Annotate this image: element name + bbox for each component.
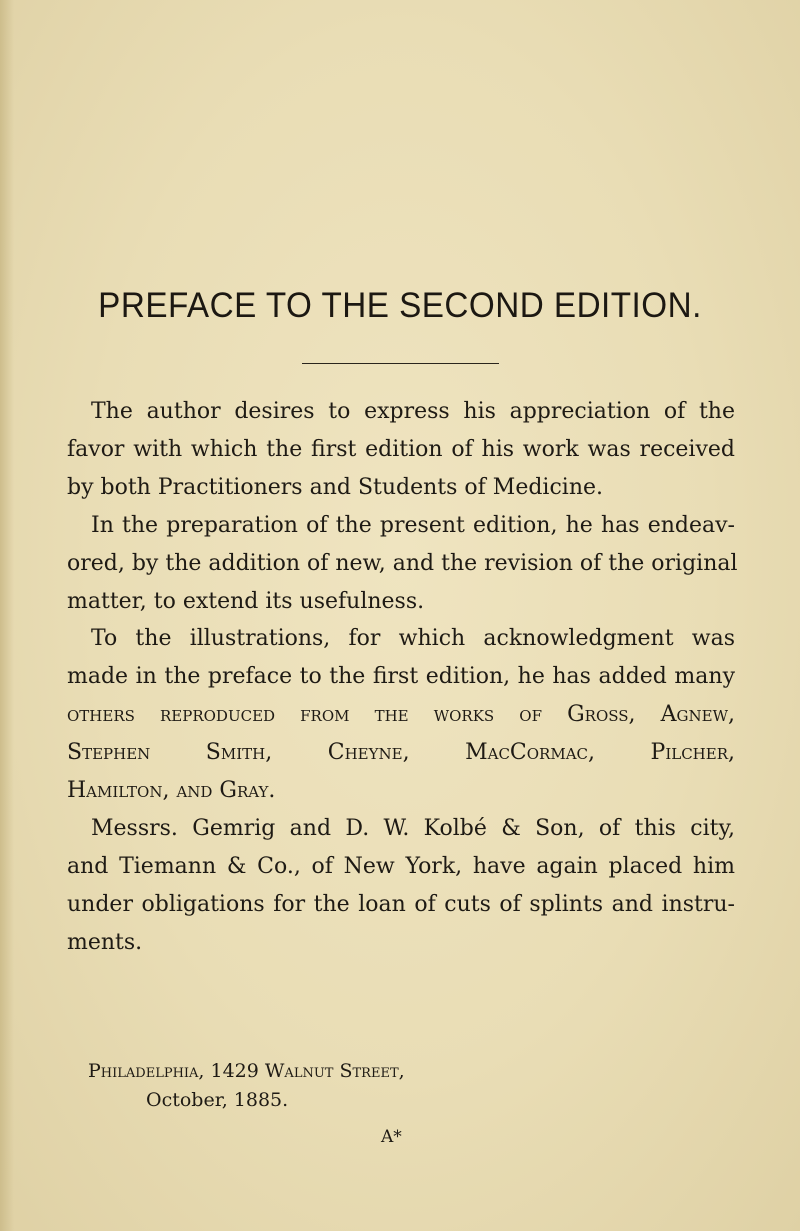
- paragraph-2: [67, 507, 738, 621]
- text-line: favor with which the first edition of his work was received: [67, 436, 735, 462]
- text-line: In the preparation of the present edition, he has endeav-: [91, 512, 735, 538]
- text-line: Messrs. Gemrig and D. W. Kolbé & Son, of this city,: [91, 815, 735, 841]
- text-line: To the illustrations, for which acknowledgment was: [91, 626, 735, 652]
- page-edge-shadow: [0, 0, 14, 1231]
- closing-place: Philadelphia, 1429 Walnut Street,: [88, 1060, 405, 1082]
- closing-block: [88, 1057, 405, 1115]
- closing-date: October, 1885.: [146, 1089, 289, 1111]
- text-line: under obligations for the loan of cuts of splints and instru-: [67, 891, 735, 917]
- paragraph-3: [67, 620, 735, 810]
- page-title: PREFACE TO THE SECOND EDITION.: [98, 286, 702, 325]
- signature-mark: A*: [381, 1127, 402, 1147]
- preface-body: [67, 393, 738, 962]
- text-line: matter, to extend its usefulness.: [67, 588, 425, 614]
- text-line: Stephen Smith, Cheyne, MacCormac, Pilcher,: [67, 740, 735, 766]
- text-line: by both Practitioners and Students of Medicine.: [67, 474, 604, 500]
- text-line: others reproduced from the works of Gross, Agnew,: [67, 702, 735, 728]
- text-line: ored, by the addition of new, and the revision of the original: [67, 550, 738, 576]
- paragraph-4: [67, 810, 735, 962]
- text-line: Hamilton, and Gray.: [67, 778, 276, 804]
- text-line: The author desires to express his appreciation of the: [91, 399, 735, 424]
- text-line: and Tiemann & Co., of New York, have again placed him: [67, 853, 735, 879]
- text-line: made in the preface to the first edition, he has added many: [67, 664, 735, 690]
- title-rule: [302, 363, 499, 364]
- paragraph-1: [67, 393, 735, 507]
- text-line: ments.: [67, 929, 143, 955]
